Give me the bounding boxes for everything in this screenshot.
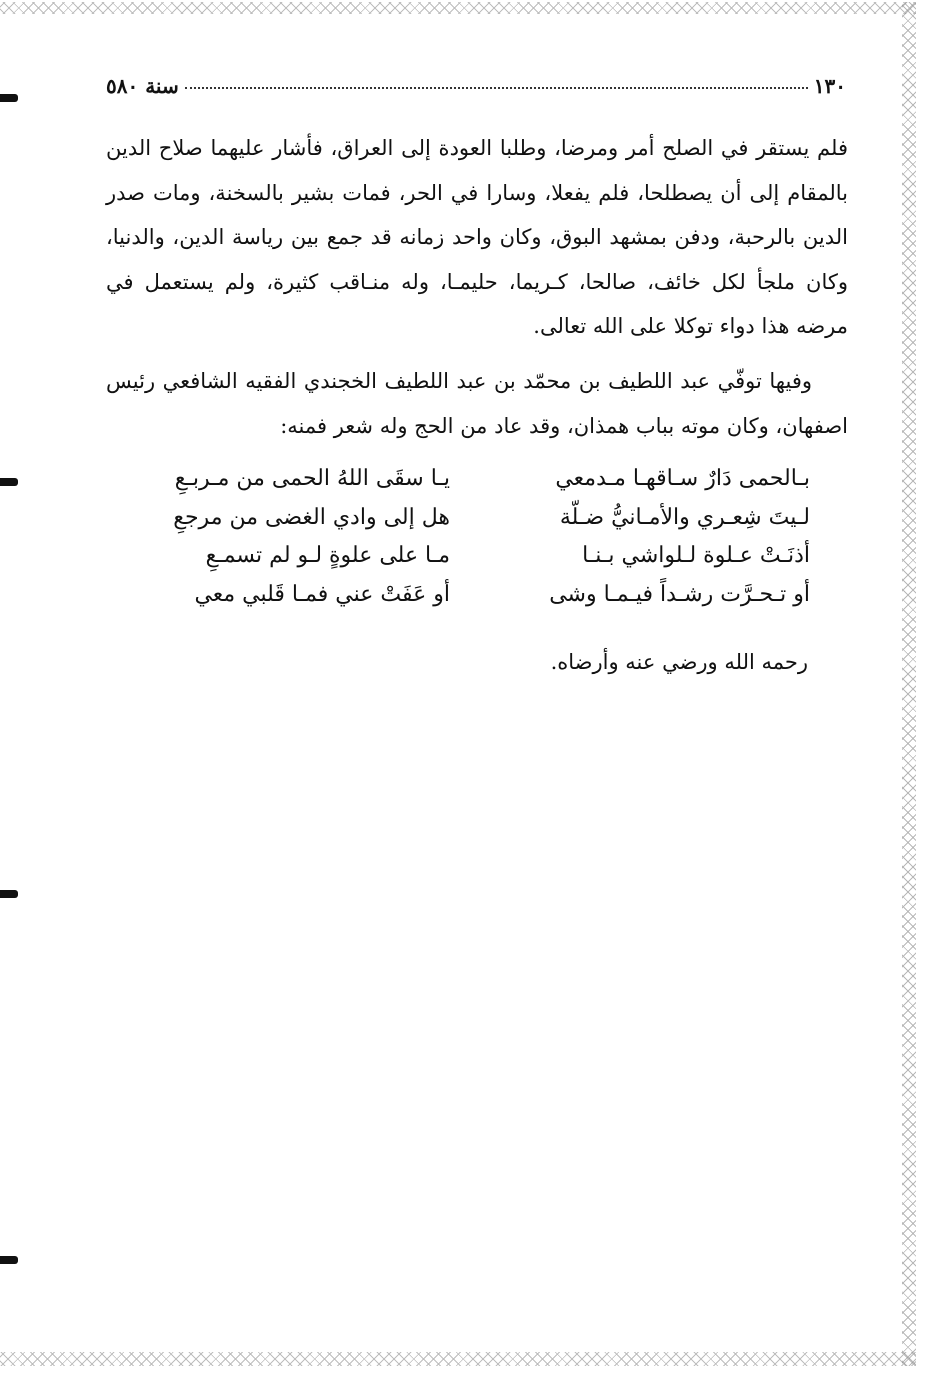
scan-edge-mark [0,890,18,898]
main-text [106,126,848,458]
poem [150,460,810,614]
hemistich-second: هل إلى وادي الغضى من مرجعِ [173,504,450,530]
closing-line: رحمه الله ورضي عنه وأرضاه. [550,650,808,674]
hemistich-second: مـا على علوةٍ لـو لم تسمـعِ [205,543,450,568]
hemistich-second: أو عَفَتْ عني فمـا قَلبي معي [194,581,450,607]
verse [150,460,810,499]
hemistich-first: أو تـحـرَّت رشـداً فيـمـا وشى [549,581,810,607]
ornamental-border-top [0,2,916,14]
hemistich-first: أذنَـتْ عـلوة لـلواشي بـنـا [582,543,810,568]
hemistich-first: لـيتَ شِعـري والأمـانيُّ ضـلّة [559,504,810,530]
scan-edge-mark [0,94,18,102]
verse [150,576,810,615]
scan-edge-mark [0,478,18,486]
scan-edge-mark [0,1256,18,1264]
running-head-year: سنة ٥٨٠ [106,74,179,98]
paragraph: فلم يستقر في الصلح أمر ومرضا، وطلبا العودة إلى العراق، فأشار عليهما صلاح الدين بالمقام إلى أن يصطلحا، فلم يفعلا، وسارا في الحر، فمات بشير بالسخنة، ومات صدر الدين بالرحبة، ودفن بمشهد البوق، وكان واحد زمانه قد جمع بين رياسة الدين، والدنيا، وكان ملجأ لكل خائف، صالحا، كـريما، حليمـا، وله منـاقب كثيرة، ولم يستعمل في مرضه هذا دواء توكلا على الله تعالى. [106,136,849,339]
hemistich-first: بـالحمى دَارٌ سـاقهـا مـدمعي [555,466,810,491]
ornamental-border-bottom [0,1352,916,1366]
page-number: ١٣٠ [813,74,846,98]
ornamental-border-right [902,2,916,1366]
verse [150,499,810,538]
paragraph: وفيها توفّي عبد اللطيف بن محمّد بن عبد اللطيف الخجندي الفقيه الشافعي رئيس اصفهان، وكان موته بباب همذان، وقد عاد من الحج وله شعر فمنه: [106,368,848,438]
header-dotted-leader [185,87,808,89]
page-header [106,74,846,102]
verse [150,537,810,576]
hemistich-second: يـا سقَى اللهُ الحمى من مـربـعِ [174,466,450,491]
